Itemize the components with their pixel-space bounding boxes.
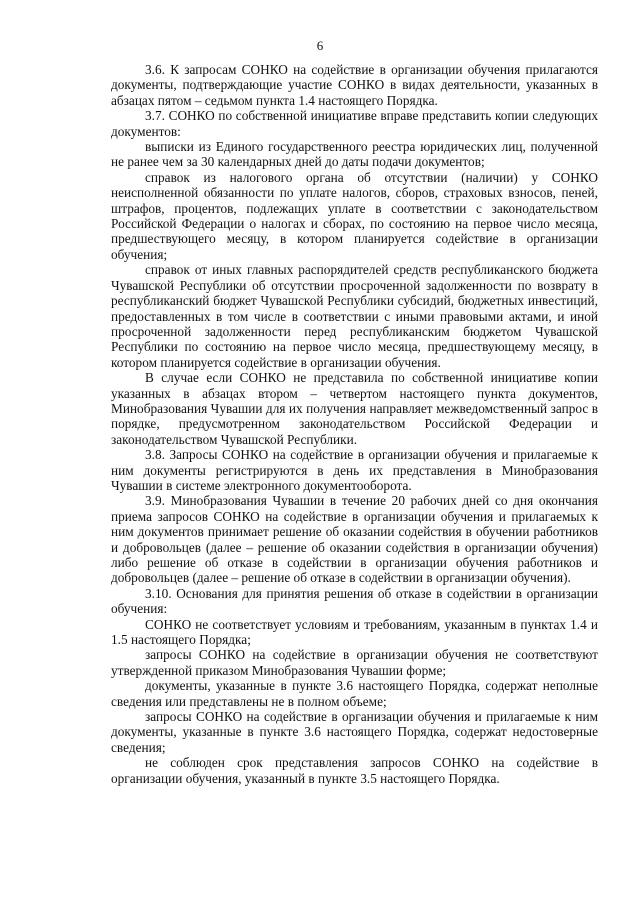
refusal-ground-inaccurate: запросы СОНКО на содействие в организации обучения и прилагаемые к ним документы, указанные в пункте 3.6 настоящего Порядка, содержат недостоверные сведения; bbox=[111, 709, 598, 755]
refusal-ground-deadline: не соблюден срок представления запросов СОНКО на содействие в организации обучения, указанный в пункте 3.5 настоящего Порядка. bbox=[111, 755, 598, 786]
list-item-egrul-extract: выписки из Единого государственного реестра юридических лиц, полученной не ранее чем за 30 календарных дней до даты подачи документов; bbox=[111, 139, 598, 170]
paragraph-3-9: 3.9. Минобразования Чувашии в течение 20 рабочих дней со дня окончания приема запросов СОНКО на содействие в организации обучения и прилагаемых к ним документов принимает решение об оказании содействия в обучении работников и добровольцев (далее – решение об оказании содействия в организации обучения) либо решение об отказе в содействии в организации обучения работников и добровольцев (далее – решение об отказе в содействии в организации обучения). bbox=[111, 493, 598, 586]
list-item-budget-certificate: справок от иных главных распорядителей средств республиканского бюджета Чувашской Республики об отсутствии просроченной задолженности по возврату в республиканский бюджет Чувашской Республики субсидий, бюджетных инвестиций, предоставленных в том числе в соответствии с иными правовыми актами, и иной просроченной задолженности перед республиканским бюджетом Чувашской Республики по состоянию на первое число месяца, предшествующему месяцу, в котором планируется содействие в организации обучения. bbox=[111, 262, 598, 370]
refusal-ground-requirements: СОНКО не соответствует условиям и требованиям, указанным в пунктах 1.4 и 1.5 настоящего Порядка; bbox=[111, 616, 598, 648]
paragraph-3-10: 3.10. Основания для принятия решения об отказе в содействии в организации обучения: bbox=[111, 585, 598, 617]
paragraph-3-6: 3.6. К запросам СОНКО на содействие в организации обучения прилагаются документы, подтверждающие участие СОНКО в видах деятельности, указанных в абзацах пятом – седьмом пункта 1.4 настоящего Порядка. bbox=[111, 62, 598, 108]
paragraph-3-7: 3.7. СОНКО по собственной инициативе вправе представить копии следующих документов: bbox=[111, 108, 598, 139]
document-body bbox=[111, 62, 598, 786]
refusal-ground-incomplete: документы, указанные в пункте 3.6 настоящего Порядка, содержат неполные сведения или представлены не в полном объеме; bbox=[111, 678, 598, 709]
list-item-tax-certificate: справок из налогового органа об отсутствии (наличии) у СОНКО неисполненной обязанности по уплате налогов, сборов, страховых взносов, пеней, штрафов, процентов, подлежащих уплате в соответствии с законодательством Российской Федерации о налогах и сборах, по состоянию на первое число месяца, предшествующего месяцу, в котором планируется содействие в организации обучения; bbox=[111, 169, 598, 262]
page-number: 6 bbox=[316, 38, 324, 53]
paragraph-3-8: 3.8. Запросы СОНКО на содействие в организации обучения и прилагаемые к ним документы регистрируются в день их представления в Минобразования Чувашии в системе электронного документооборота. bbox=[111, 447, 598, 493]
paragraph-interagency-request: В случае если СОНКО не представила по собственной инициативе копии указанных в абзацах втором – четвертом настоящего пункта документов, Минобразования Чувашии для их получения направляет межведомственный запрос в порядке, предусмотренном законодательством Российской Федерации и законодательством Чувашской Республики. bbox=[111, 370, 598, 447]
refusal-ground-form: запросы СОНКО на содействие в организации обучения не соответствуют утвержденной приказом Минобразования Чувашии форме; bbox=[111, 647, 598, 678]
